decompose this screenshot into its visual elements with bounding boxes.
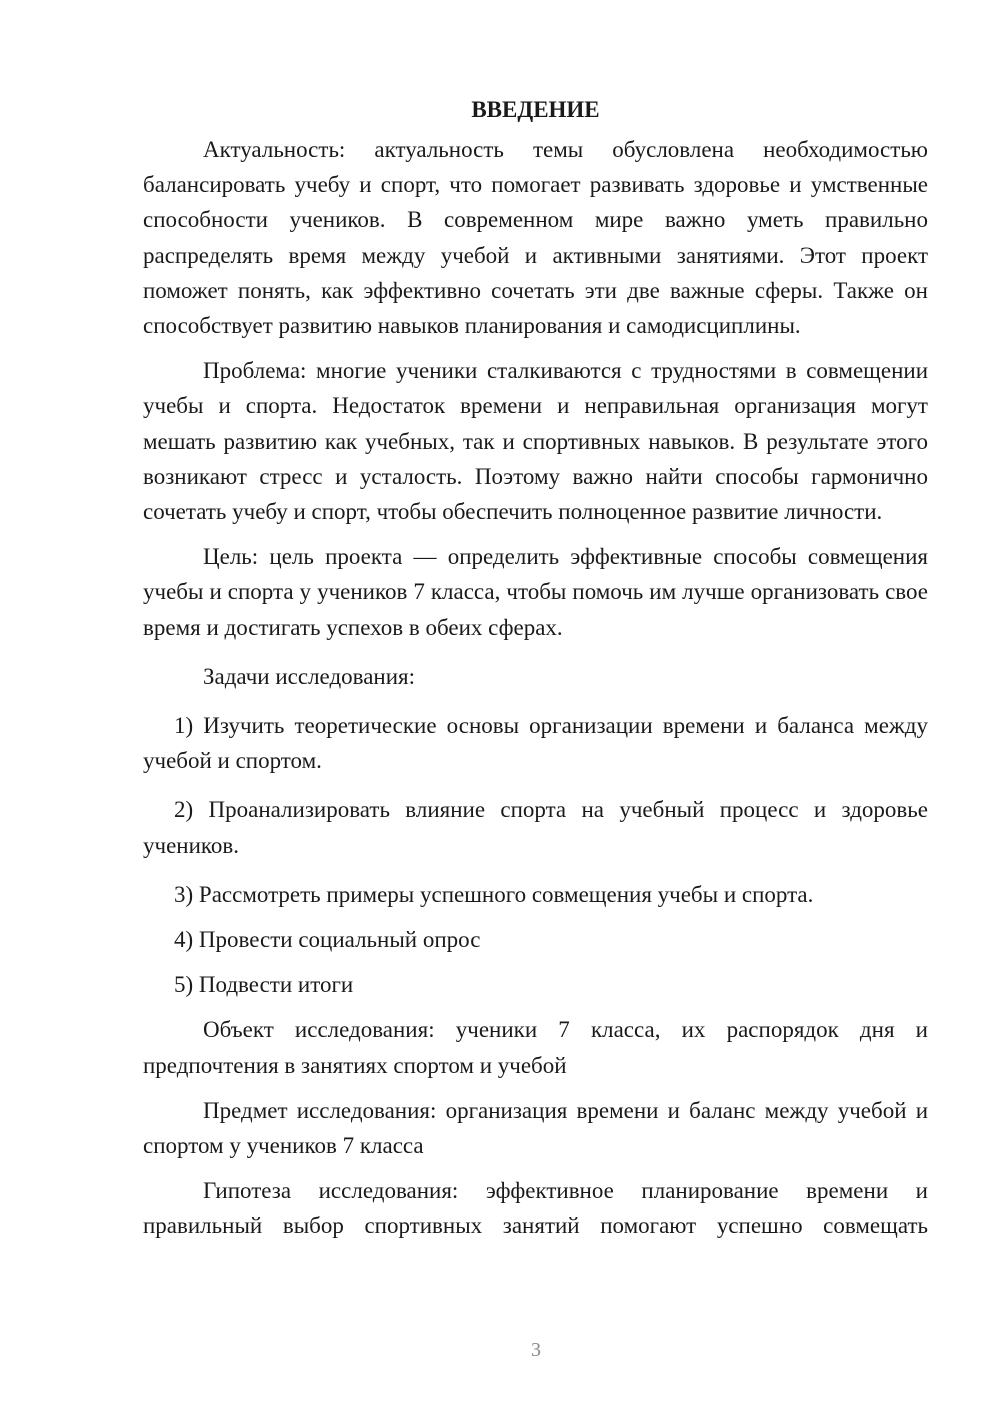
tasks-heading: Задачи исследования: [203, 663, 416, 689]
paragraph-problem: Проблема: многие ученики сталкиваются с трудностями в совмещении учебы и спорта. Недостаток времени и неправильная организация могут мешать развитию как учебных, так и спортивных навыков. В результате этого возникают стресс и усталость. Поэтому важно найти способы гармонично сочетать учебу и спорт, чтобы обеспечить полноценное развитие личности. [143, 358, 928, 525]
paragraph-goal: Цель: цель проекта — определить эффективные способы совмещения учебы и спорта у учеников 7 класса, чтобы помочь им лучше организовать свое время и достигать успехов в обеих сферах. [143, 544, 928, 640]
page-content [143, 92, 928, 1244]
paragraph-relevance: Актуальность: актуальность темы обусловлена необходимостью балансировать учебу и спорт, что помогает развивать здоровье и умственные способности учеников. В современном мире важно уметь правильно распределять время между учебой и активными занятиями. Этот проект поможет понять, как эффективно сочетать эти две важные сферы. Также он способствует развитию навыков планирования и самодисциплины. [143, 137, 928, 339]
section-title: ВВЕДЕНИЕ [471, 97, 600, 122]
page-number: 3 [531, 1339, 541, 1361]
task-item-4: 4) Провести социальный опрос [174, 927, 481, 953]
task-item-1: 1) Изучить теоретические основы организации времени и баланса между учебой и спортом. [143, 713, 928, 774]
paragraph-subject: Предмет исследования: организация времени и баланс между учебой и спортом у учеников 7 класса [143, 1097, 928, 1159]
paragraph-hypothesis: Гипотеза исследования: эффективное планирование времени и правильный выбор спортивных занятий помогают успешно совмещать [143, 1178, 928, 1239]
task-item-2: 2) Проанализировать влияние спорта на учебный процесс и здоровье учеников. [143, 797, 928, 858]
task-item-5: 5) Подвести итоги [174, 972, 354, 998]
task-item-3: 3) Рассмотреть примеры успешного совмещения учебы и спорта. [174, 881, 814, 907]
paragraph-object: Объект исследования: ученики 7 класса, их распорядок дня и предпочтения в занятиях спортом и учебой [143, 1017, 928, 1078]
